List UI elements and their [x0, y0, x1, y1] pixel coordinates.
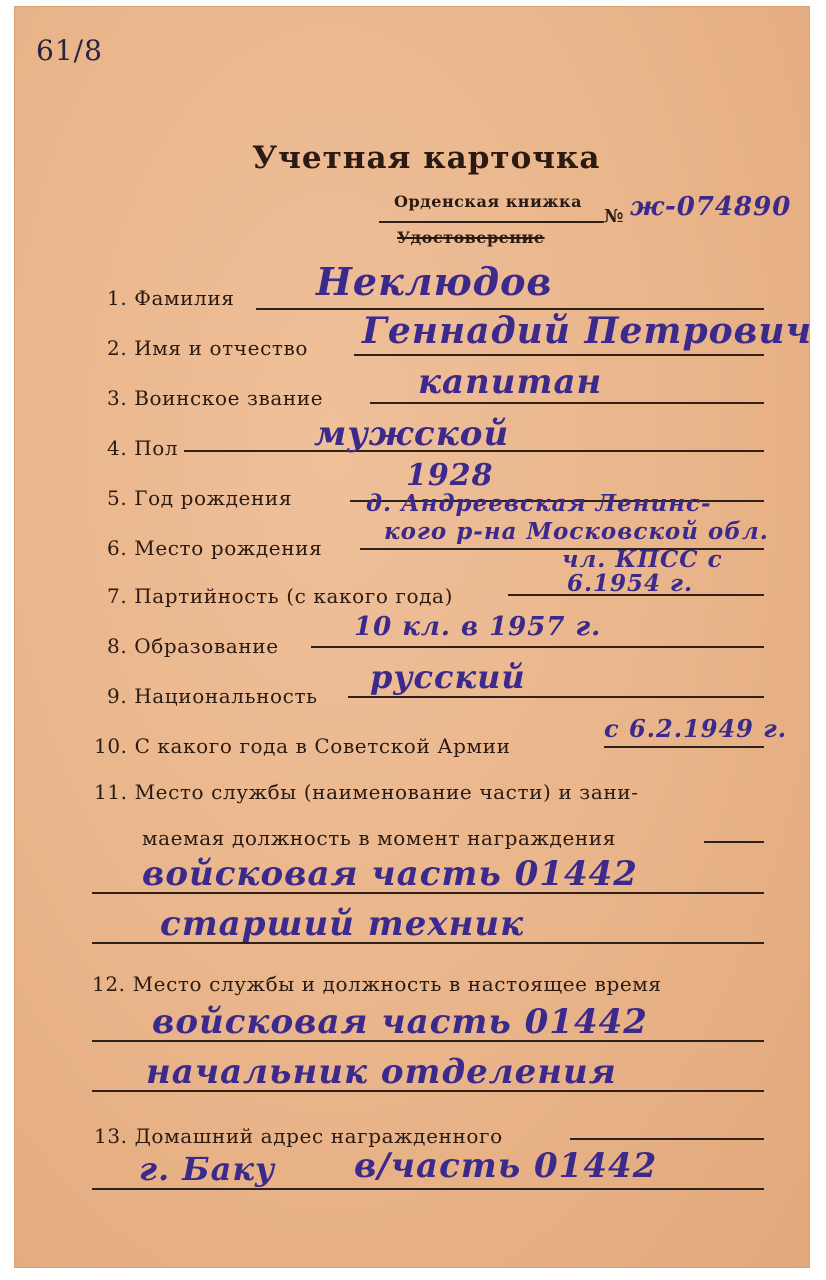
card-title: Учетная карточка	[252, 140, 601, 176]
order-book-label: Орденская книжка	[394, 192, 582, 211]
record-card	[14, 6, 813, 1268]
field-3-label: 3. Воинское звание	[107, 386, 324, 410]
certificate-label: Удостоверение	[397, 228, 545, 247]
field-11-line2	[92, 942, 764, 944]
field-11-label-line1: 11. Место службы (наименование части) и зани-	[94, 780, 639, 804]
field-8-line	[311, 646, 764, 648]
field-2-line	[354, 354, 764, 356]
field-3-line	[370, 402, 764, 404]
field-6-label: 6. Место рождения	[107, 536, 323, 560]
field-12-line1	[92, 1040, 764, 1042]
field-12-label: 12. Место службы и должность в настоящее время	[92, 972, 662, 996]
field-3-value: капитан	[418, 362, 603, 402]
field-8-value: 10 кл. в 1957 г.	[354, 612, 602, 642]
field-10-value: с 6.2.1949 г.	[604, 714, 788, 743]
field-4-label: 4. Пол	[107, 436, 179, 460]
field-12-value-line2: начальник отделения	[146, 1052, 617, 1092]
field-9-value: русский	[370, 658, 526, 696]
corner-mark: 61/8	[36, 34, 103, 67]
field-11-line1	[92, 892, 764, 894]
field-11-line0	[704, 841, 764, 843]
field-11-value-line2: старший техник	[160, 904, 525, 944]
field-1-value: Неклюдов	[316, 259, 553, 304]
field-13-line0	[570, 1138, 764, 1140]
field-13-value-line2: в/часть 01442	[354, 1146, 658, 1186]
field-10-line	[604, 746, 764, 748]
field-12-line2	[92, 1090, 764, 1092]
field-13-line1	[92, 1188, 764, 1190]
field-4-value: мужской	[314, 414, 510, 454]
number-sign: №	[604, 206, 624, 227]
field-9-label: 9. Национальность	[107, 684, 318, 708]
field-1-label: 1. Фамилия	[107, 286, 235, 310]
field-5-value: 1928	[406, 458, 494, 493]
field-6-value-line2: кого р-на Московской обл.	[384, 518, 769, 545]
field-2-value: Геннадий Петрович	[362, 310, 813, 352]
field-11-label-line2: маемая должность в момент награждения	[142, 826, 616, 850]
field-9-line	[348, 696, 764, 698]
order-book-number: ж-074890	[630, 192, 792, 222]
field-13-label: 13. Домашний адрес награжденного	[94, 1124, 503, 1148]
field-7-value-line1: чл. КПСС с	[562, 546, 723, 573]
field-8-label: 8. Образование	[107, 634, 279, 658]
field-2-label: 2. Имя и отчество	[107, 336, 309, 360]
number-underline	[379, 221, 604, 223]
field-12-value-line1: войсковая часть 01442	[152, 1002, 648, 1042]
field-13-value-line1: г. Баку	[139, 1150, 276, 1188]
field-10-label: 10. С какого года в Советской Армии	[94, 734, 511, 758]
field-11-value-line1: войсковая часть 01442	[142, 854, 638, 894]
field-6-value-line1: д. Андреевская Ленинс-	[366, 490, 712, 517]
field-5-label: 5. Год рождения	[107, 486, 293, 510]
field-7-value-line2: 6.1954 г.	[567, 570, 693, 597]
field-7-label: 7. Партийность (с какого года)	[107, 584, 453, 608]
